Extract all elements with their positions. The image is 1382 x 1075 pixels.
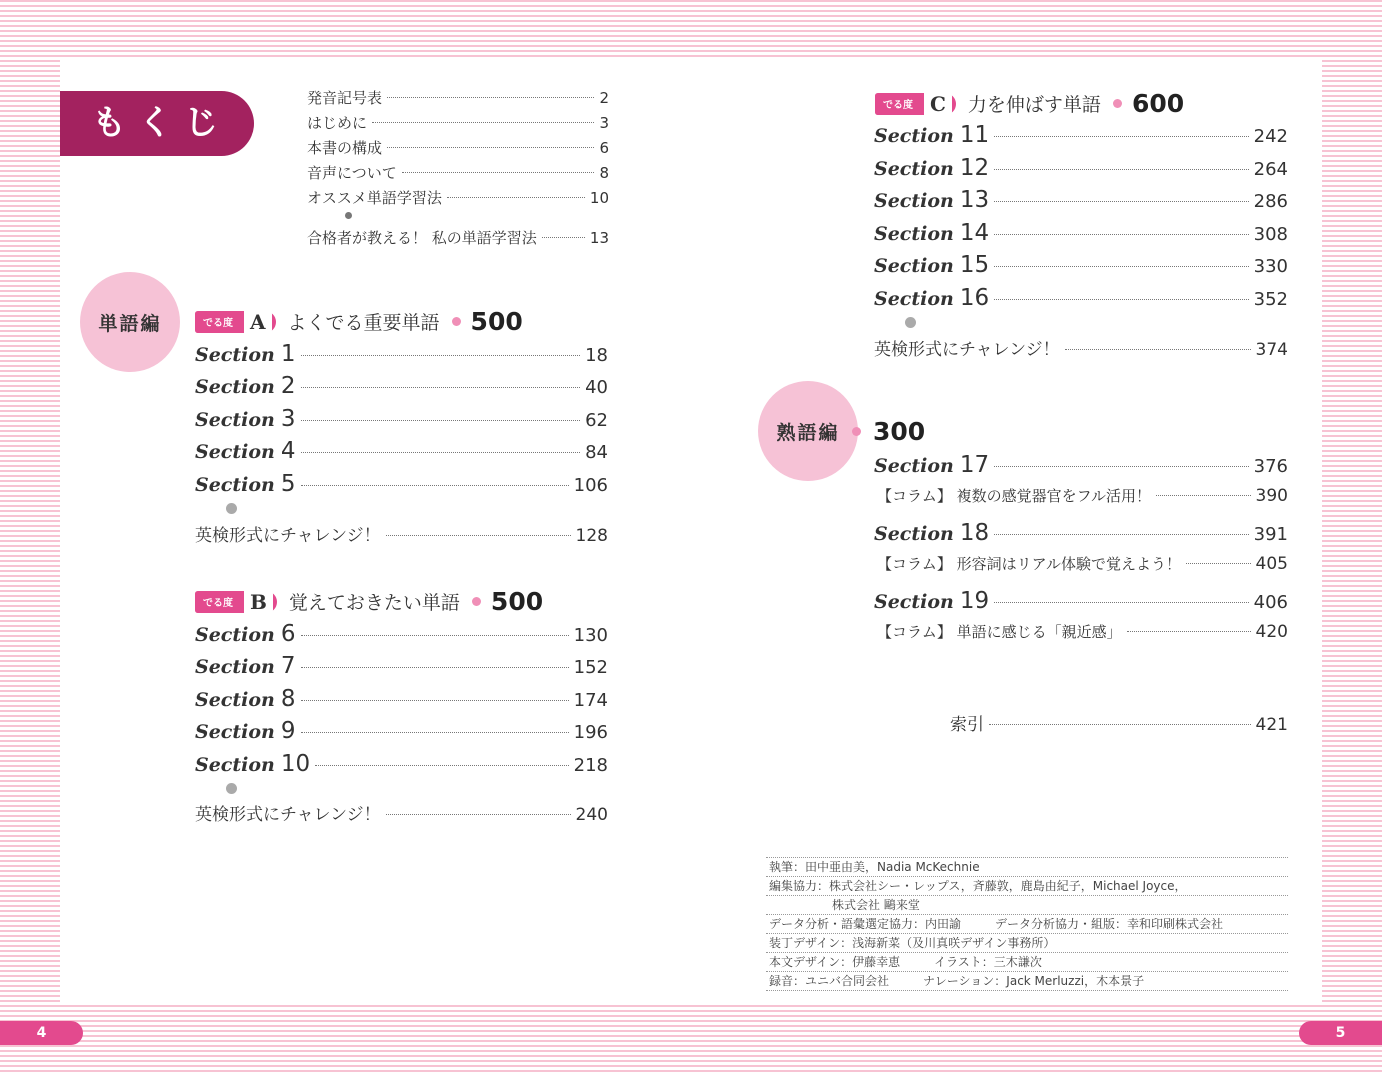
dot-leader xyxy=(994,234,1249,235)
dot-leader xyxy=(994,602,1249,603)
challenge-label: 英検形式にチャレンジ！ xyxy=(195,805,381,825)
challenge-page: 374 xyxy=(1255,340,1288,360)
dot-leader xyxy=(301,635,569,636)
toc-entry-page: 6 xyxy=(599,139,609,157)
dot-leader xyxy=(301,420,581,421)
challenge-label: 英検形式にチャレンジ！ xyxy=(874,340,1060,360)
section-entry[interactable] xyxy=(874,252,1288,278)
section-entry[interactable] xyxy=(195,373,608,399)
section-word: Section xyxy=(874,255,954,277)
section-page: 18 xyxy=(585,345,608,366)
section-word: Section xyxy=(874,223,954,245)
section-page: 106 xyxy=(573,475,608,496)
toc-entry-page: 8 xyxy=(599,164,609,182)
section-word: Section xyxy=(195,689,275,711)
section-number: 19 xyxy=(959,588,990,614)
section-page: 308 xyxy=(1253,224,1288,245)
section-entry[interactable] xyxy=(195,621,608,647)
bullet-dot xyxy=(226,783,237,794)
section-entry[interactable] xyxy=(874,285,1288,311)
section-page: 196 xyxy=(573,722,608,743)
word-count: 500 xyxy=(490,587,544,616)
toc-entry-label: 発音記号表 xyxy=(307,89,383,107)
section-word: Section xyxy=(195,656,275,678)
section-entry[interactable] xyxy=(195,406,608,432)
section-entry[interactable] xyxy=(874,122,1288,148)
section-number: 13 xyxy=(959,187,990,213)
toc-entry[interactable] xyxy=(307,227,609,248)
section-page: 286 xyxy=(1253,191,1288,212)
dot-leader xyxy=(387,97,594,98)
bullet-dot xyxy=(905,317,916,328)
index-page: 421 xyxy=(1255,715,1288,735)
section-number: 16 xyxy=(959,285,990,311)
section-entry[interactable] xyxy=(874,520,1288,546)
section-number: 4 xyxy=(280,438,296,464)
section-word: Section xyxy=(874,158,954,180)
section-page: 84 xyxy=(585,442,608,463)
section-number: 2 xyxy=(280,373,296,399)
index-label: 索引 xyxy=(950,715,984,735)
section-number: 14 xyxy=(959,220,990,246)
section-number: 9 xyxy=(280,718,296,744)
section-page: 152 xyxy=(573,657,608,678)
frequency-badge xyxy=(875,93,956,115)
section-page: 264 xyxy=(1253,159,1288,180)
page-number-right: 5 xyxy=(1299,1021,1382,1045)
section-word: Section xyxy=(874,523,954,545)
toc-entry[interactable] xyxy=(307,137,609,158)
credit-line: 編集協力：株式会社シー・レップス，斉藤敦，鹿島由紀子，Michael Joyce， xyxy=(766,876,1288,895)
dot-leader xyxy=(1186,563,1251,564)
badge-letter: A xyxy=(241,311,272,333)
dot-leader xyxy=(542,237,585,238)
dot-leader xyxy=(1065,349,1251,350)
idiom-heading xyxy=(852,417,925,446)
credit-line: データ分析・語彙選定協力：内田諭 データ分析協力・組版：幸和印刷株式会社 xyxy=(766,914,1288,933)
page-title: もくじ xyxy=(60,91,254,156)
dot-leader xyxy=(994,201,1249,202)
bullet-dot xyxy=(345,212,352,219)
section-word: Section xyxy=(195,474,275,496)
toc-entry[interactable] xyxy=(307,187,609,208)
section-word: Section xyxy=(195,441,275,463)
section-number: 17 xyxy=(959,452,990,478)
challenge-page: 240 xyxy=(575,805,608,825)
section-word: Section xyxy=(874,591,954,613)
pink-dot xyxy=(472,597,481,606)
credit-line: 株式会社 鷗来堂 xyxy=(766,895,1288,914)
dot-leader xyxy=(989,724,1251,725)
section-entry[interactable] xyxy=(195,653,608,679)
section-number: 15 xyxy=(959,252,990,278)
dot-leader xyxy=(447,197,585,198)
column-label: 【コラム】 複数の感覚器官をフル活用！ xyxy=(877,487,1152,505)
toc-entry-page: 3 xyxy=(599,114,609,132)
dot-leader xyxy=(301,355,581,356)
pink-dot xyxy=(452,317,461,326)
section-word: Section xyxy=(195,754,275,776)
toc-entry-label: 音声について xyxy=(307,164,397,182)
section-word: Section xyxy=(195,721,275,743)
section-entry[interactable] xyxy=(195,686,608,712)
section-number: 3 xyxy=(280,406,296,432)
section-page: 406 xyxy=(1253,592,1288,613)
part-label-idioms: 熟語編 xyxy=(758,381,858,481)
group-title: よくでる重要単語 xyxy=(287,312,440,334)
bullet-dot xyxy=(226,503,237,514)
section-page: 376 xyxy=(1253,456,1288,477)
section-word: Section xyxy=(874,190,954,212)
dot-leader xyxy=(315,765,569,766)
dot-leader xyxy=(301,667,569,668)
dot-leader xyxy=(301,452,581,453)
section-word: Section xyxy=(874,288,954,310)
group-title: 力を伸ばす単語 xyxy=(967,94,1101,116)
pink-dot xyxy=(852,427,861,436)
toc-entry-label: オススメ単語学習法 xyxy=(307,189,442,207)
frequency-badge xyxy=(195,591,277,613)
word-count: 600 xyxy=(1131,89,1185,118)
dot-leader xyxy=(386,535,571,536)
page-number-left: 4 xyxy=(0,1021,83,1045)
column-page: 405 xyxy=(1255,554,1288,574)
section-entry[interactable] xyxy=(874,588,1288,614)
section-number: 1 xyxy=(280,341,296,367)
section-page: 174 xyxy=(573,690,608,711)
column-entry[interactable] xyxy=(877,621,1288,642)
section-page: 242 xyxy=(1253,126,1288,147)
column-entry[interactable] xyxy=(877,485,1288,506)
credit-line: 執筆：田中亜由美，Nadia McKechnie xyxy=(766,857,1288,876)
badge-text: でる度 xyxy=(203,318,233,329)
dot-leader xyxy=(386,814,571,815)
index-entry[interactable] xyxy=(950,710,1288,735)
badge-text: でる度 xyxy=(203,598,233,609)
column-page: 390 xyxy=(1255,486,1288,506)
dot-leader xyxy=(301,485,569,486)
section-entry[interactable] xyxy=(874,187,1288,213)
section-entry[interactable] xyxy=(874,155,1288,181)
column-label: 【コラム】 形容詞はリアル体験で覚えよう！ xyxy=(877,555,1182,573)
section-number: 7 xyxy=(280,653,296,679)
section-number: 8 xyxy=(280,686,296,712)
pink-dot xyxy=(1113,99,1122,108)
section-entry[interactable] xyxy=(195,751,608,777)
section-number: 6 xyxy=(280,621,296,647)
section-page: 218 xyxy=(573,755,608,776)
word-count: 500 xyxy=(470,307,523,336)
toc-entry[interactable] xyxy=(307,87,609,108)
column-label: 【コラム】 単語に感じる「親近感」 xyxy=(877,623,1122,641)
credit-line: 装丁デザイン：浅海新菜（及川真咲デザイン事務所） xyxy=(766,933,1288,952)
challenge-page: 128 xyxy=(575,526,608,546)
dot-leader xyxy=(372,122,594,123)
toc-entry-page: 2 xyxy=(599,89,609,107)
dot-leader xyxy=(301,387,581,388)
toc-entry[interactable] xyxy=(307,112,609,133)
group-heading-b xyxy=(195,587,543,616)
section-entry[interactable] xyxy=(874,452,1288,478)
credit-line: 本文デザイン：伊藤幸恵 イラスト：三木謙次 xyxy=(766,952,1288,971)
challenge-label: 英検形式にチャレンジ！ xyxy=(195,526,381,546)
group-heading-c xyxy=(875,89,1184,118)
toc-entry-label: 合格者が教える！ 私の単語学習法 xyxy=(307,229,537,247)
dot-leader xyxy=(994,299,1249,300)
dot-leader xyxy=(301,700,569,701)
section-word: Section xyxy=(874,125,954,147)
section-page: 352 xyxy=(1253,289,1288,310)
toc-entry[interactable] xyxy=(307,162,609,183)
section-page: 40 xyxy=(585,377,608,398)
toc-entry-page: 13 xyxy=(589,229,609,247)
challenge-entry[interactable] xyxy=(874,335,1288,360)
idiom-count: 300 xyxy=(873,417,926,446)
section-word: Section xyxy=(195,409,275,431)
dot-leader xyxy=(994,169,1249,170)
section-word: Section xyxy=(195,376,275,398)
frequency-badge xyxy=(195,311,276,333)
section-page: 130 xyxy=(573,625,608,646)
toc-entry-label: 本書の構成 xyxy=(307,139,383,157)
section-entry[interactable] xyxy=(195,718,608,744)
badge-letter: C xyxy=(921,93,952,115)
dot-leader xyxy=(402,172,595,173)
dot-leader xyxy=(994,266,1249,267)
section-word: Section xyxy=(195,624,275,646)
dot-leader xyxy=(994,534,1249,535)
toc-entry-label: はじめに xyxy=(307,114,368,132)
section-number: 18 xyxy=(959,520,990,546)
dot-leader xyxy=(301,732,569,733)
badge-letter: B xyxy=(241,591,273,613)
badge-text: でる度 xyxy=(883,100,913,111)
dot-leader xyxy=(1156,495,1251,496)
group-title: 覚えておきたい単語 xyxy=(288,592,460,614)
dot-leader xyxy=(994,466,1249,467)
column-page: 420 xyxy=(1255,622,1288,642)
toc-entry-page: 10 xyxy=(589,189,609,207)
section-page: 62 xyxy=(585,410,608,431)
section-entry[interactable] xyxy=(874,220,1288,246)
section-entry[interactable] xyxy=(195,341,608,367)
section-entry[interactable] xyxy=(195,438,608,464)
section-number: 12 xyxy=(959,155,990,181)
credit-line: 録音：ユニバ合同会社 ナレーション：Jack Merluzzi，木本景子 xyxy=(766,971,1288,991)
dot-leader xyxy=(1127,631,1251,632)
challenge-entry[interactable] xyxy=(195,800,608,825)
section-number: 5 xyxy=(280,471,296,497)
section-word: Section xyxy=(874,455,954,477)
dot-leader xyxy=(387,147,594,148)
dot-leader xyxy=(994,136,1249,137)
section-word: Section xyxy=(195,344,275,366)
section-number: 11 xyxy=(959,122,990,148)
part-label-words: 単語編 xyxy=(80,272,180,372)
section-page: 391 xyxy=(1253,524,1288,545)
section-number: 10 xyxy=(280,751,311,777)
challenge-entry[interactable] xyxy=(195,521,608,546)
group-heading-a xyxy=(195,307,523,336)
column-entry[interactable] xyxy=(877,553,1288,574)
credits-block xyxy=(766,857,1288,991)
section-page: 330 xyxy=(1253,256,1288,277)
section-entry[interactable] xyxy=(195,471,608,497)
